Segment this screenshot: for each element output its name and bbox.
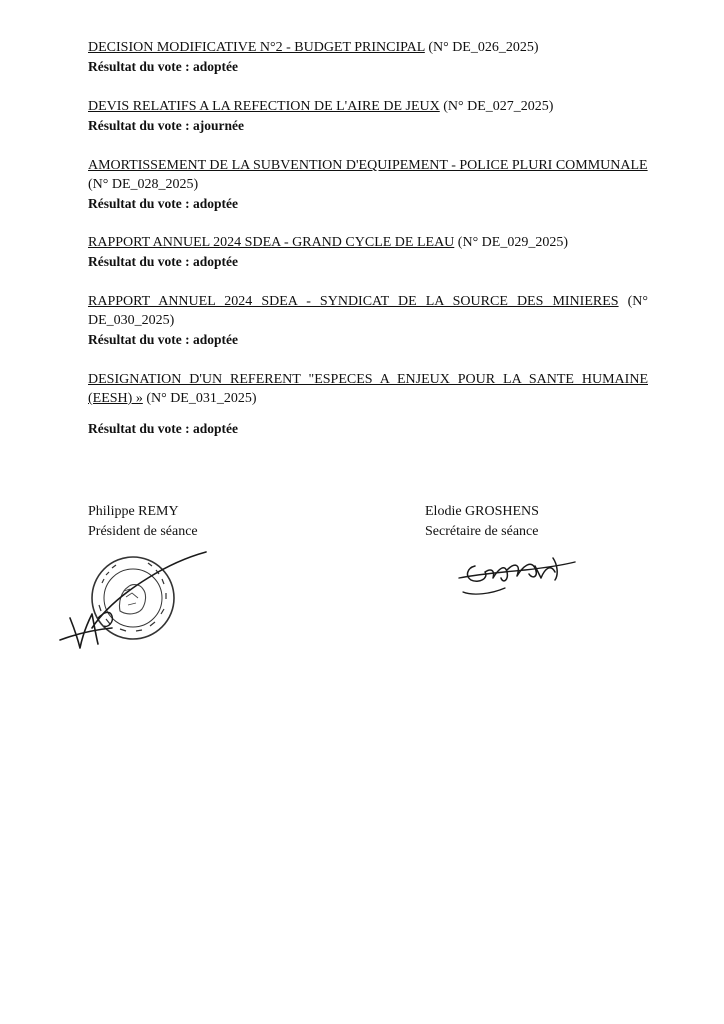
decision-title: DECISION MODIFICATIVE N°2 - BUDGET PRINCIPAL xyxy=(88,40,425,55)
signatory-role: Président de séance xyxy=(88,524,198,539)
decision-ref: (N° DE_029_2025) xyxy=(454,235,568,250)
vote-result: Résultat du vote : adoptée xyxy=(88,254,238,269)
decision-title: AMORTISSEMENT DE LA SUBVENTION D'EQUIPEMENT - POLICE PLURI COMMUNALE xyxy=(88,158,648,173)
decision-title: DEVIS RELATIFS A LA REFECTION DE L'AIRE DE JEUX xyxy=(88,99,440,114)
decision-ref: (N° DE_026_2025) xyxy=(424,40,539,55)
president-signature xyxy=(52,548,212,660)
decision-item-026 xyxy=(88,38,648,76)
decision-title: DESIGNATION D'UN REFERENT "ESPECES A ENJEUX POUR LA SANTE HUMAINE (EESH) » xyxy=(88,372,648,406)
decision-title: RAPPORT ANNUEL 2024 SDEA - SYNDICAT DE LA SOURCE DES MINIERES xyxy=(88,294,619,309)
decision-ref: (N° DE_030_2025) xyxy=(88,294,648,328)
decision-ref: (N° DE_031_2025) xyxy=(142,391,257,406)
decision-item-027 xyxy=(88,97,648,135)
vote-result: Résultat du vote : adoptée xyxy=(88,196,238,211)
vote-result: Résultat du vote : adoptée xyxy=(88,59,238,74)
decision-ref: (N° DE_027_2025) xyxy=(439,99,554,114)
decision-item-028 xyxy=(88,156,648,213)
decision-title: RAPPORT ANNUEL 2024 SDEA - GRAND CYCLE DE LEAU xyxy=(88,235,455,250)
vote-result: Résultat du vote : adoptée xyxy=(88,332,238,347)
vote-result: Résultat du vote : adoptée xyxy=(88,421,238,436)
decision-item-031 xyxy=(88,370,648,438)
vote-result: Résultat du vote : ajournée xyxy=(88,118,244,133)
signatory-name: Philippe REMY xyxy=(88,504,179,519)
secretary-signature xyxy=(455,548,580,606)
decision-item-030 xyxy=(88,292,648,349)
signatory-secretary xyxy=(425,502,539,542)
signatory-role: Secrétaire de séance xyxy=(425,524,539,539)
decision-ref: (N° DE_028_2025) xyxy=(88,177,199,192)
signatory-name: Elodie GROSHENS xyxy=(425,504,539,519)
signatory-president xyxy=(88,502,198,542)
decision-list xyxy=(88,38,648,438)
decision-item-029 xyxy=(88,233,648,271)
